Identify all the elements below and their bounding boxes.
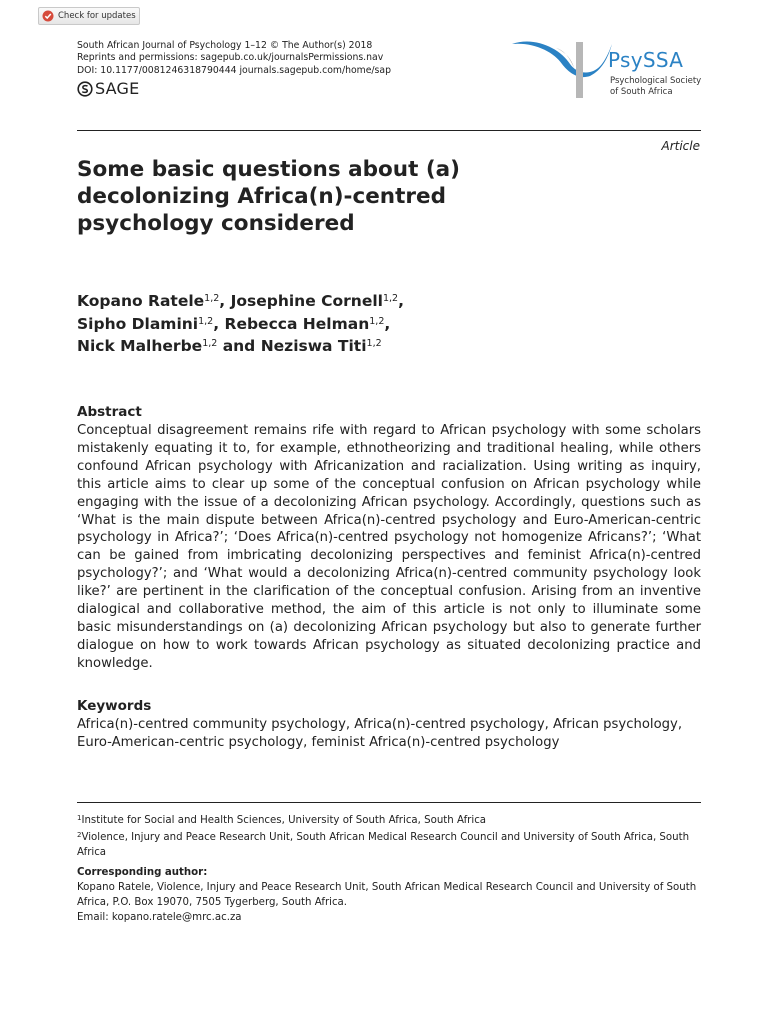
- abstract-heading: Abstract: [77, 404, 142, 420]
- abstract-text: Conceptual disagreement remains rife with regard to African psychology with some scholars mistakenly equating it to, for example, ethnotheorizing and traditional healing, while others confound African psychology with Africanization and racialization. Using writing as inquiry, this article aims to clear up some of the conceptual confusion on African psychology while engaging with the issue of a decolonizing African psychology. Accordingly, questions such as ‘What is the main dispute between Africa(n)-centred psychology and Euro-American-centric psychology in Africa?’; ‘Does Africa(n)-centred psychology not homogenize Africans?’; ‘What can be gained from imbricating decolonizing perspectives and feminist Africa(n)-centred psychology?’; and ‘What would a decolonizing Africa(n)-centred community psychology look like?’ are pertinent in the clarification of the conceptual confusion. Arising from an inventive dialogical and collaborative method, the aim of this article is not only to illuminate some basic misunderstandings on (a) decolonizing African psychology but also to generate further dialogue on how to work towards African psychology as situated decolonizing practice and knowledge.: [77, 423, 701, 671]
- crossmark-icon: [42, 10, 54, 22]
- journal-citation: South African Journal of Psychology 1–12 © The Author(s) 2018: [77, 40, 373, 51]
- affiliations: [77, 811, 701, 860]
- author-affiliation: 1,2: [202, 338, 218, 349]
- society-name-psy: Psy: [608, 48, 643, 72]
- author-list: [77, 289, 497, 357]
- author: Sipho Dlamini$^{1,2}$,: [77, 314, 225, 333]
- author-name: Rebecca Helman: [224, 314, 370, 333]
- affiliation-item: $^1$Institute for Social and Health Sciences, University of South Africa, South Africa: [77, 814, 487, 826]
- author-name: Sipho Dlamini: [77, 314, 199, 333]
- author-affiliation: 1,2: [369, 315, 385, 327]
- corresponding-email[interactable]: Email: kopano.ratele@mrc.ac.za: [77, 912, 242, 923]
- author: Rebecca Helman$^{1,2}$,: [224, 314, 391, 333]
- author-name: Josephine Cornell: [230, 292, 383, 310]
- journal-info: [77, 40, 391, 77]
- publisher-name: SAGE: [95, 79, 140, 98]
- keywords-heading: Keywords: [77, 698, 152, 714]
- article-type: Article: [661, 139, 700, 153]
- author-affiliation: 1,2: [204, 293, 220, 304]
- header-divider: [77, 130, 701, 131]
- journal-permissions: Reprints and permissions: sagepub.co.uk/journalsPermissions.nav: [77, 52, 384, 64]
- check-for-updates-label: Check for updates: [58, 11, 136, 21]
- corresponding-heading: Corresponding author:: [77, 867, 208, 878]
- corresponding-author: [77, 865, 701, 925]
- keywords-text: Africa(n)-centred community psychology, Africa(n)-centred psychology, African psychology, Euro-American-centric psychology, feminist Africa(n)-centred psychology: [77, 717, 683, 750]
- society-subtitle-line1: Psychological Society: [610, 76, 702, 86]
- author: Kopano Ratele$^{1,2}$,: [77, 292, 231, 310]
- check-for-updates-button[interactable]: [38, 7, 140, 25]
- society-name: [608, 48, 683, 72]
- publisher-logo: [77, 79, 139, 98]
- author-name: Kopano Ratele: [77, 292, 205, 310]
- author-affiliation: 1,2: [366, 338, 382, 349]
- author: [261, 337, 382, 355]
- author: Josephine Cornell$^{1,2}$,: [230, 292, 404, 310]
- author-affiliation: 1,2: [198, 315, 214, 327]
- society-name-ssa: SSA: [642, 48, 684, 72]
- paper-title: Some basic questions about (a) decolonizing Africa(n)-centred psychology considered: [77, 157, 461, 236]
- author-affiliation: 1,2: [382, 293, 399, 304]
- author-name: Neziswa Titi: [260, 337, 367, 355]
- footnote-divider: [77, 802, 701, 803]
- affiliation-item: $^2$Violence, Injury and Peace Research Unit, South African Medical Research Council and University of South Africa, South Africa: [77, 831, 690, 858]
- society-subtitle: [610, 76, 701, 97]
- author: Nick Malherbe$^{1,2}$ and: [77, 337, 261, 355]
- society-subtitle-line2: of South Africa: [610, 86, 673, 97]
- author-name: Nick Malherbe: [77, 337, 203, 355]
- corresponding-address: Kopano Ratele, Violence, Injury and Peace Research Unit, South African Medical Research Council and University of South Africa, P.O. Box 19070, 7505 Tygerberg, South Africa.: [77, 882, 697, 908]
- sage-logo-icon: [77, 81, 93, 97]
- journal-doi: DOI: 10.1177/0081246318790444 journals.sagepub.com/home/sap: [77, 64, 392, 76]
